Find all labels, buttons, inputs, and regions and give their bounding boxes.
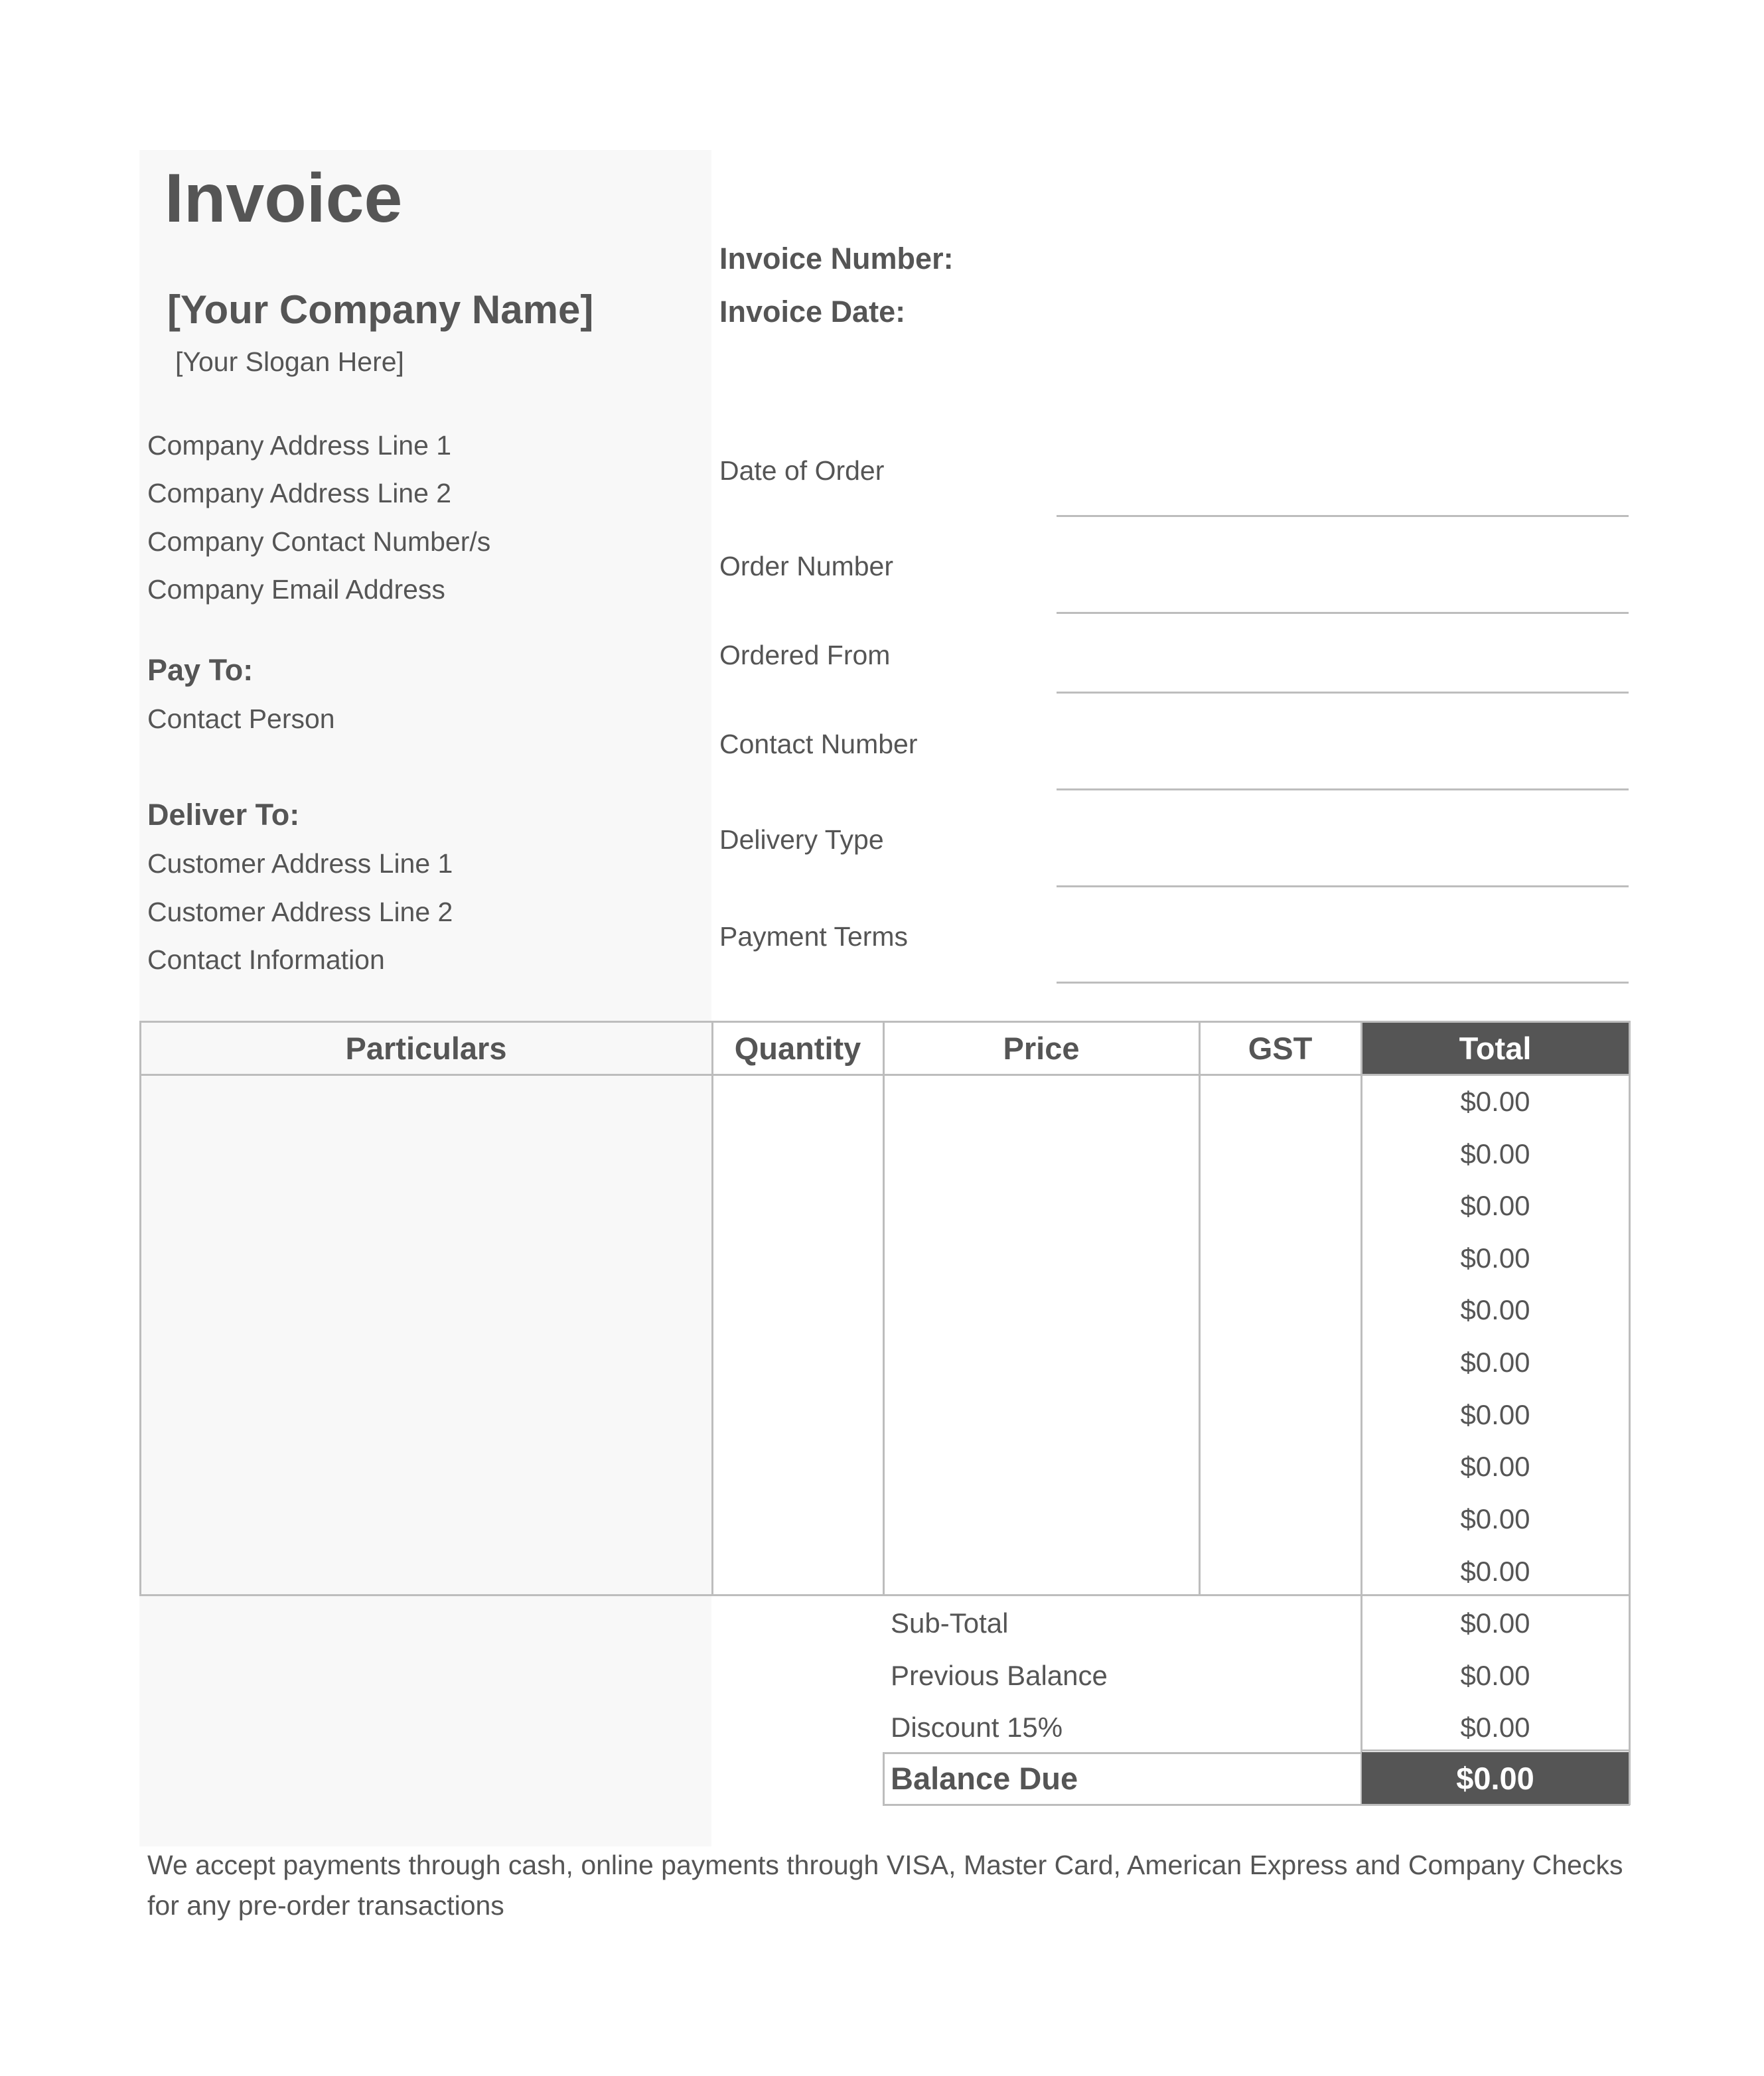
subtotal-value: $0.00 (1460, 1607, 1530, 1639)
summary-border-bottom (883, 1804, 1630, 1806)
order-field-label: Contact Number (719, 729, 918, 759)
order-field-input-line[interactable] (1057, 692, 1629, 694)
summary-divider (1362, 1749, 1630, 1751)
header-price: Price (1003, 1030, 1080, 1066)
order-field-label: Date of Order (719, 455, 885, 486)
summary-divider (883, 1752, 1362, 1754)
customer-address-line-2: Customer Address Line 2 (147, 897, 453, 927)
header-particulars: Particulars (345, 1030, 507, 1066)
row-total: $0.00 (1460, 1451, 1530, 1482)
company-address-line-1: Company Address Line 1 (147, 430, 452, 461)
company-slogan: [Your Slogan Here] (175, 346, 404, 377)
row-total: $0.00 (1460, 1503, 1530, 1534)
header-total: Total (1362, 1022, 1629, 1074)
balance-due-label: Balance Due (891, 1761, 1078, 1796)
company-email: Company Email Address (147, 574, 445, 605)
customer-address-line-1: Customer Address Line 1 (147, 848, 453, 879)
order-field-label: Order Number (719, 551, 894, 581)
payment-note: We accept payments through cash, online payments through VISA, Master Card, American Express and Company Checks for any pre-order transactions (147, 1850, 1623, 1921)
company-contact-number: Company Contact Number/s (147, 526, 491, 557)
row-total: $0.00 (1460, 1294, 1530, 1325)
balance-due-value: $0.00 (1362, 1752, 1629, 1804)
row-total: $0.00 (1460, 1556, 1530, 1587)
table-border-right (1629, 1021, 1631, 1805)
order-field-label: Payment Terms (719, 921, 909, 952)
table-border-bottom (139, 1594, 1630, 1596)
table-border-top (139, 1021, 1630, 1023)
header-gst: GST (1248, 1030, 1313, 1066)
order-field-input-line[interactable] (1057, 612, 1629, 614)
order-field-label: Delivery Type (719, 824, 884, 855)
order-field-label: Ordered From (719, 640, 891, 670)
row-total: $0.00 (1460, 1242, 1530, 1274)
row-total: $0.00 (1460, 1086, 1530, 1117)
order-field-input-line[interactable] (1057, 885, 1629, 887)
order-field-input-line[interactable] (1057, 982, 1629, 984)
invoice-date-label: Invoice Date: (719, 295, 906, 329)
company-name: [Your Company Name] (167, 287, 594, 332)
deliver-to-label: Deliver To: (147, 798, 300, 832)
column-divider (711, 1021, 713, 1595)
table-header-divider (139, 1074, 1630, 1076)
pay-to-contact: Contact Person (147, 704, 335, 734)
discount-value: $0.00 (1460, 1712, 1530, 1743)
company-address-line-2: Company Address Line 2 (147, 478, 452, 508)
invoice-title: Invoice (165, 160, 403, 237)
discount-label: Discount 15% (891, 1712, 1063, 1743)
table-border-left (139, 1021, 141, 1595)
order-field-input-line[interactable] (1057, 515, 1629, 517)
column-divider (1199, 1021, 1201, 1595)
customer-contact-info: Contact Information (147, 944, 385, 975)
row-total: $0.00 (1460, 1138, 1530, 1169)
invoice-number-label: Invoice Number: (719, 242, 954, 275)
row-total: $0.00 (1460, 1399, 1530, 1430)
previous-balance-label: Previous Balance (891, 1660, 1108, 1691)
order-field-input-line[interactable] (1057, 788, 1629, 790)
header-quantity: Quantity (734, 1030, 861, 1066)
subtotal-label: Sub-Total (891, 1607, 1009, 1639)
pay-to-label: Pay To: (147, 653, 254, 687)
row-total: $0.00 (1460, 1190, 1530, 1221)
row-total: $0.00 (1460, 1347, 1530, 1378)
column-divider (883, 1021, 885, 1595)
summary-border-left (883, 1752, 885, 1805)
left-panel-background (139, 150, 711, 1846)
previous-balance-value: $0.00 (1460, 1660, 1530, 1691)
